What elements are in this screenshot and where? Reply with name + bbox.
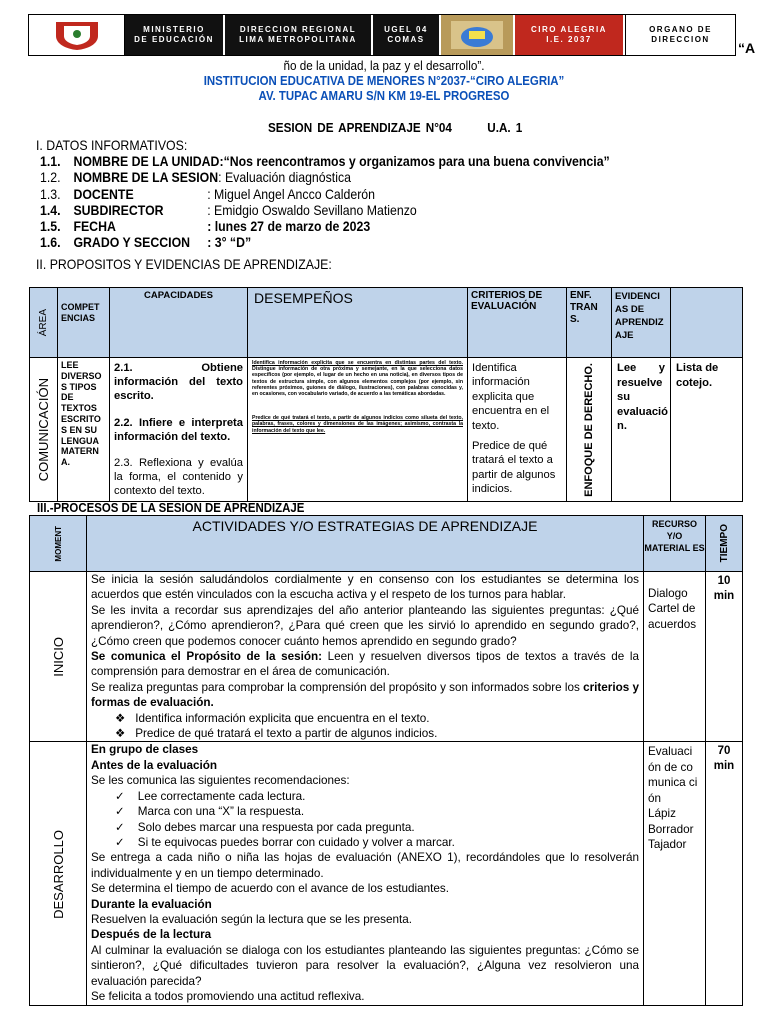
motto: ño de la unidad, la paz y el desarrollo”. xyxy=(283,58,485,73)
diamond-bullet-icon: ❖ xyxy=(115,727,126,741)
inicio-row xyxy=(30,572,743,742)
check-icon: ✓ xyxy=(115,820,125,834)
desarrollo-label-cell: DESARROLLO xyxy=(30,742,87,1006)
check-icon: ✓ xyxy=(115,805,125,819)
info-row-grado: 1.6. GRADO Y SECCION : 3° “D” xyxy=(40,234,252,251)
info-row-fecha: 1.5. FECHA : lunes 27 de marzo de 2023 xyxy=(40,218,371,235)
header-capacidades: CAPACIDADES xyxy=(110,288,248,358)
info-row-unidad: 1.1. NOMBRE DE LA UNIDAD: “Nos reencontramos y organizamos para una buena convivencia” xyxy=(40,153,610,169)
propositos-table xyxy=(29,287,743,502)
criterios-cell: Identifica información explicita que encuentra en el texto. Predice de qué tratará el texto a partir de algunos indicios. xyxy=(468,358,567,502)
procesos-header-row xyxy=(30,516,743,572)
institution-name: INSTITUCION EDUCATIVA DE MENORES N°2037-“CIRO ALEGRIA” xyxy=(203,73,565,88)
check-item-3: ✓ Solo debes marcar una respuesta por cada pregunta. xyxy=(115,820,415,834)
header-momento: MOMENT xyxy=(30,516,87,572)
area-cell: COMUNICACIÓN xyxy=(30,358,58,502)
inicio-label-cell: INICIO xyxy=(30,572,87,742)
ugel-label: UGEL 04 COMAS xyxy=(373,15,441,55)
motto-start: “A xyxy=(738,40,756,56)
section-propositos: II. PROPOSITOS Y EVIDENCIAS DE APRENDIZAJE: xyxy=(36,256,332,272)
header-evidencias: EVIDENCI AS DE APRENDIZ AJE xyxy=(612,288,671,358)
instrumento-cell: Lista de cotejo. xyxy=(671,358,743,502)
desarrollo-row xyxy=(30,742,743,1006)
header-instrumento xyxy=(671,288,743,358)
school-emblem xyxy=(441,15,515,55)
desarrollo-recursos: Evaluaci ón de comunica ción Lápiz Borrador Tajador xyxy=(644,742,706,1006)
check-icon: ✓ xyxy=(115,835,125,849)
evidencia-cell: Lee y resuelve su evaluació n. xyxy=(612,358,671,502)
header-actividades: ACTIVIDADES Y/O ESTRATEGIAS DE APRENDIZAJE xyxy=(87,516,644,572)
inicio-recursos: Dialogo Cartel de acuerdos xyxy=(644,572,706,742)
header-recursos: RECURSO Y/O MATERIAL ES xyxy=(644,516,706,572)
inicio-tiempo: 10 min xyxy=(706,572,743,742)
section-procesos: III.-PROCESOS DE LA SESION DE APRENDIZAJE xyxy=(37,500,305,515)
header-area: ÁREA xyxy=(30,288,58,358)
peru-shield-logo xyxy=(29,15,125,55)
header-criterios: CRITERIOS DE EVALUACIÓN xyxy=(468,288,567,358)
info-row-subdirector: 1.4. SUBDIRECTOR : Emidgio Oswaldo Sevillano Matienzo xyxy=(40,201,417,218)
desarrollo-activities: En grupo de clases Antes de la evaluación Se les comunica las siguientes recomendaciones: ✓ Lee correctamente cada lectura. ✓ Marca con una “X” la respuesta. ✓ Solo debes marcar una respuesta por cada pregunta. ✓ Si te equivocas puedes borrar con cuidado y volver a marcar. Se entrega a cada niño o niña las hojas de evaluación (ANEXO 1), recordándoles que lo resolverán individualmente y en un tiempo determinado. Se determina el tiempo de acuerdo con el avance de los estudiantes. Durante la evaluación Resuelven la evaluación según la lectura que se les presenta. Después de la lectura Al culminar la evaluación se dialoga con los estudiantes planteando las siguientes preguntas: ¿Cómo se sintieron?, ¿Qué dificultades tuvieron para resolver la evaluación?, ¿Alguna vez resolvieron una evaluación parecida? Se felicita a todos promoviendo una actitud reflexiva. xyxy=(87,742,644,1006)
datos-informativos xyxy=(40,153,656,251)
capacidades-cell: 2.1. Obtiene información del texto escrito. 2.2. Infiere e interpreta información del texto. 2.3. Reflexiona y evalúa la forma, el contenido y contexto del texto. xyxy=(110,358,248,502)
direccion-regional-label: DIRECCION REGIONAL LIMA METROPOLITANA xyxy=(225,15,373,55)
check-item-1: ✓ Lee correctamente cada lectura. xyxy=(115,789,306,803)
info-row-sesion: 1.2. NOMBRE DE LA SESION : Evaluación diagnóstica xyxy=(40,169,351,186)
header-banner xyxy=(28,14,736,56)
propositos-header-row xyxy=(30,288,743,358)
organo-direccion-label: ORGANO DE DIRECCION xyxy=(625,15,735,55)
header-competencias: COMPET ENCIAS xyxy=(58,288,110,358)
desarrollo-tiempo: 70 min xyxy=(706,742,743,1006)
enfoque-cell: ENFOQUE DE DERECHO. xyxy=(567,358,612,502)
header-enfoque: ENF. TRAN S. xyxy=(567,288,612,358)
check-icon: ✓ xyxy=(115,789,125,803)
check-item-2: ✓ Marca con una “X” la respuesta. xyxy=(115,805,305,819)
session-title: SESION DE APRENDIZAJE N°04 U.A. 1 xyxy=(268,120,523,135)
header-tiempo: TIEMPO xyxy=(706,516,743,572)
desempenos-cell: Identifica información explícita que se encuentra en distintas partes del texto. Distingue información de otra próxima y semejante, en la que selecciona datos específicos (por ejemplo, el lugar de un hecho en una noticia), en diversos tipos de textos de estructura simple, con algunos elementos complejos (por ejemplo, sin referentes próximos, guiones de diálogo, ilustraciones), con palabras conocidas y, en ocasiones, con vocabulario variado, de acuerdo a las temáticas abordadas. Predice de qué tratará el texto, a partir de algunos indicios como silueta del texto, palabras, frases, colores y dimensiones de las imágenes; asimismo, contrasta la información del texto que lee. xyxy=(248,358,468,502)
header-desempenos: DESEMPEÑOS xyxy=(248,288,468,358)
procesos-table xyxy=(29,515,743,1006)
propositos-row xyxy=(30,358,743,502)
inicio-bullet-1: ❖ Identifica información explicita que encuentra en el texto. xyxy=(115,711,430,725)
inicio-activities: Se inicia la sesión saludándolos cordialmente y en consenso con los estudiantes se determina los acuerdos que estén vinculados con la escucha activa y el respeto de los turnos para hablar. Se les invita a recordar sus aprendizajes del año anterior planteando las siguientes preguntas: ¿Qué aprendieron?, ¿Cómo aprendieron?, ¿Para qué creen que les sirvió lo aprendido en segundo grado?, ¿Cómo creen que podemos conocer cuánto hemos aprendido en segundo grado? Se comunica el Propósito de la sesión: Leen y resuelven diversos tipos de textos a través de la comprensión para demostrar en el área de comunicación. Se realiza preguntas para comprobar la comprensión del propósito y son informados sobre los criterios y formas de evaluación. ❖ Identifica información explicita que encuentra en el texto. ❖ Predice de qué tratará el texto a partir de algunos indicios. xyxy=(87,572,644,742)
competencia-cell: LEE DIVERSO S TIPOS DE TEXTOS ESCRITO S EN SU LENGUA MATERN A. xyxy=(58,358,110,502)
ministerio-label: MINISTERIO DE EDUCACIÓN xyxy=(125,15,225,55)
inicio-bullet-2: ❖ Predice de qué tratará el texto a partir de algunos indicios. xyxy=(115,727,438,741)
info-row-docente: 1.3. DOCENTE : Miguel Angel Ancco Calderón xyxy=(40,185,376,202)
section-datos-informativos: I. DATOS INFORMATIVOS: xyxy=(36,137,188,153)
diamond-bullet-icon: ❖ xyxy=(115,711,126,725)
institution-address: AV. TUPAC AMARU S/N KM 19-EL PROGRESO xyxy=(258,88,510,103)
check-item-4: ✓ Si te equivocas puedes borrar con cuidado y volver a marcar. xyxy=(115,835,455,849)
ciro-alegria-label: CIRO ALEGRIA I.E. 2037 xyxy=(515,15,625,55)
